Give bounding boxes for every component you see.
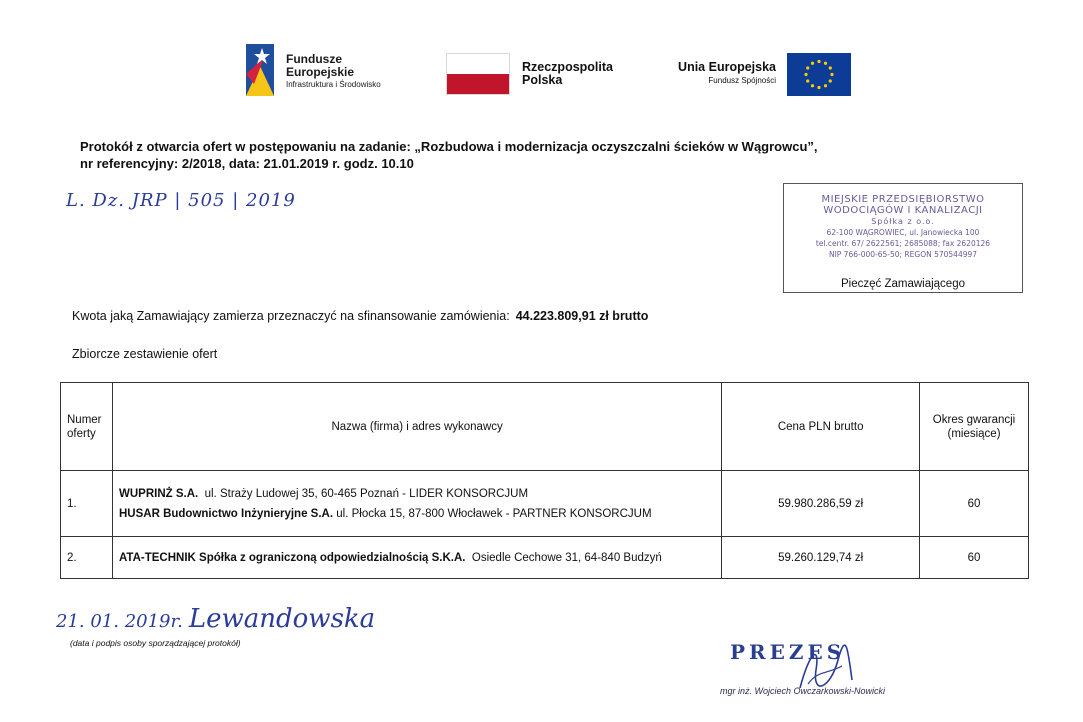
eu-subtitle: Fundusz Spójności: [708, 76, 776, 85]
fe-line2: Europejskie: [286, 65, 355, 79]
offers-table: [60, 382, 1029, 579]
company-stamp: [784, 194, 1022, 260]
contractor-name: WUPRINŻ S.A.: [118, 487, 199, 500]
budget-label: Kwota jaką Zamawiający zamierza przeznaczyć na sfinansowanie zamówienia:: [72, 309, 510, 323]
handwritten-date-signature: [56, 604, 375, 634]
table-row: [61, 471, 1029, 537]
poland-flag-icon: [446, 53, 510, 95]
eu-logo-text: [664, 61, 776, 88]
eu-line1: Unia Europejska: [678, 60, 776, 74]
header-warranty: Okres gwarancji (miesiące): [920, 383, 1029, 471]
european-funds-logo-text: [286, 53, 381, 90]
summary-title: Zbiorcze zestawienie ofert: [72, 347, 218, 361]
eu-star-icon: [829, 79, 832, 82]
eu-star-icon: [811, 62, 814, 65]
contractor-line: [119, 507, 715, 521]
budget-amount: [72, 309, 648, 323]
offer-warranty: 60: [920, 537, 1029, 579]
orderer-stamp-box: [783, 183, 1023, 293]
european-funds-logo-icon: [246, 44, 274, 96]
signature-date: 21. 01. 2019r.: [56, 611, 183, 632]
contractor-address: ul. Płocka 15, 87-800 Włocławek - PARTNER KONSORCJUM: [336, 507, 652, 520]
eu-star-icon: [806, 66, 809, 69]
pl-line1: Rzeczpospolita: [522, 60, 613, 74]
budget-value: 44.223.809,91 zł brutto: [515, 309, 649, 323]
stamp-line1: MIEJSKIE PRZEDSIĘBIORSTWO: [821, 194, 985, 205]
contractor-name: ATA-TECHNIK Spółka z ograniczoną odpowiedzialnością S.K.A.: [118, 551, 466, 564]
president-name: mgr inż. Wojciech Owczarkowski-Nowicki: [720, 686, 886, 696]
signature-caption: (data i podpis osoby sporządzającej protokół): [70, 638, 241, 648]
heading-line2: nr referencyjny: 2/2018, data: 21.01.2019 r. godz. 10.10: [80, 156, 414, 171]
contractor-address: ul. Straży Ludowej 35, 60-465 Poznań - LIDER KONSORCJUM: [204, 487, 529, 500]
table-header-row: [61, 383, 1029, 471]
fe-line1: Fundusze: [286, 52, 342, 66]
stamp-line2: WODOCIĄGÓW I KANALIZACJI: [823, 205, 983, 216]
contractor-cell: [112, 471, 721, 537]
eu-star-icon: [824, 62, 827, 65]
eu-star-icon: [824, 84, 827, 87]
stamp-line5: tel.centr. 67/ 2622561; 2685088; fax 2620126: [815, 239, 991, 248]
eu-star-icon: [804, 73, 807, 76]
stamp-line3: Spółka z o.o.: [871, 217, 935, 226]
header-contractor-name: Nazwa (firma) i adres wykonawcy: [112, 383, 721, 471]
table-row: [61, 537, 1029, 579]
handwritten-registration-number: L. Dz. JRP | 505 | 2019: [66, 190, 296, 211]
offer-price: 59.980.286,59 zł: [722, 471, 920, 537]
offer-number: 1.: [61, 471, 113, 537]
eu-star-icon: [829, 66, 832, 69]
stamp-caption: Pieczęć Zamawiającego: [840, 278, 965, 290]
eu-star-icon: [817, 60, 820, 63]
stamp-line6: NIP 766-000-65-50; REGON 570544997: [828, 250, 978, 259]
poland-logo-text: [522, 61, 613, 87]
eu-star-icon: [811, 84, 814, 87]
protocol-heading: [80, 138, 960, 172]
president-stamp-title: PREZES: [730, 640, 846, 664]
eu-star-icon: [806, 79, 809, 82]
contractor-address: Osiedle Cechowe 31, 64-840 Budzyń: [471, 551, 662, 564]
stamp-line4: 62-100 WĄGROWIEC, ul. Janowiecka 100: [826, 228, 980, 237]
eu-flag-icon: [787, 53, 851, 96]
offer-warranty: 60: [920, 471, 1029, 537]
header-offer-number: Numer oferty: [61, 383, 113, 471]
contractor-name: HUSAR Budownictwo Inżynieryjne S.A.: [118, 507, 334, 520]
pl-line2: Polska: [522, 73, 563, 87]
eu-star-icon: [830, 73, 833, 76]
offer-price: 59.260.129,74 zł: [722, 537, 920, 579]
contractor-line: [119, 487, 715, 501]
contractor-cell: [112, 537, 721, 579]
signature-name: Lewandowska: [188, 604, 376, 634]
offer-number: 2.: [61, 537, 113, 579]
eu-star-icon: [817, 86, 820, 89]
header-price: Cena PLN brutto: [722, 383, 920, 471]
fe-subtitle: Infrastruktura i Środowisko: [286, 80, 381, 89]
heading-line1: Protokół z otwarcia ofert w postępowaniu na zadanie: „Rozbudowa i modernizacja oczyszczalni ścieków w Wągrowcu”,: [80, 139, 818, 154]
